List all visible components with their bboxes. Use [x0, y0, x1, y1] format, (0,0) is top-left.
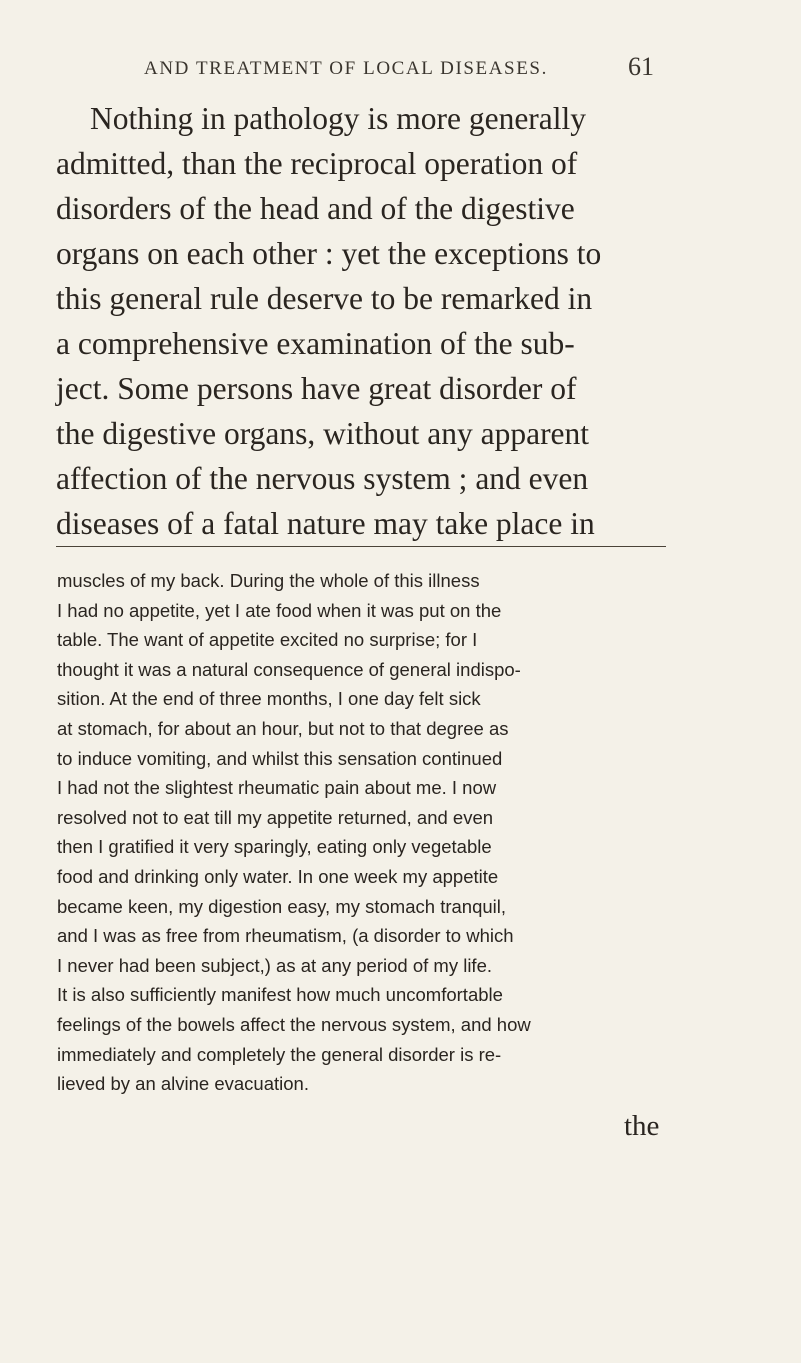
- footnote-line: then I gratified it very sparingly, eating only vegetable: [57, 836, 492, 858]
- main-text: [56, 96, 692, 546]
- text-line: the digestive organs, without any apparent: [56, 416, 590, 451]
- footnote-line: I had not the slightest rheumatic pain about me. I now: [57, 777, 497, 799]
- text-line: diseases of a fatal nature may take place in: [56, 506, 595, 541]
- footnote-line: food and drinking only water. In one week my appetite: [57, 865, 499, 887]
- footnote-line: resolved not to eat till my appetite returned, and even: [57, 806, 494, 828]
- footnote-line: thought it was a natural consequence of general indispo-: [57, 658, 521, 680]
- text-line: this general rule deserve to be remarked in: [56, 281, 593, 316]
- text-line: disorders of the head and of the digestive: [56, 191, 575, 226]
- footnote-rule: [56, 546, 666, 547]
- text-line: admitted, than the reciprocal operation of: [56, 146, 578, 181]
- text-line: organs on each other : yet the exceptions to: [56, 236, 602, 271]
- footnote-line: muscles of my back. During the whole of this illness: [57, 570, 480, 591]
- text-line: affection of the nervous system ; and even: [56, 461, 589, 496]
- running-head: AND TREATMENT OF LOCAL DISEASES.: [144, 58, 548, 79]
- catchword: the: [624, 1110, 660, 1142]
- footnote-line: immediately and completely the general disorder is re-: [57, 1043, 502, 1065]
- footnote-line: table. The want of appetite excited no surprise; for I: [57, 629, 478, 651]
- footnote-line: lieved by an alvine evacuation.: [57, 1073, 309, 1095]
- page-number: 61: [628, 52, 654, 81]
- text-line: Nothing in pathology is more generally: [90, 101, 587, 136]
- footnote-line: feelings of the bowels affect the nervous system, and how: [57, 1013, 531, 1035]
- text-line: ject. Some persons have great disorder of: [56, 371, 577, 406]
- footnote-line: I had no appetite, yet I ate food when it was put on the: [57, 599, 502, 621]
- footnote: [57, 566, 677, 1099]
- footnote-line: to induce vomiting, and whilst this sensation continued: [57, 747, 503, 769]
- footnote-line: at stomach, for about an hour, but not to that degree as: [57, 717, 509, 739]
- footnote-line: I never had been subject,) as at any period of my life.: [57, 954, 492, 976]
- footnote-line: and I was as free from rheumatism, (a disorder to which: [57, 925, 514, 947]
- footnote-line: It is also sufficiently manifest how much uncomfortable: [57, 984, 503, 1006]
- footnote-line: sition. At the end of three months, I one day felt sick: [57, 688, 481, 710]
- footnote-line: became keen, my digestion easy, my stomach tranquil,: [57, 895, 507, 917]
- text-line: a comprehensive examination of the sub-: [56, 326, 575, 361]
